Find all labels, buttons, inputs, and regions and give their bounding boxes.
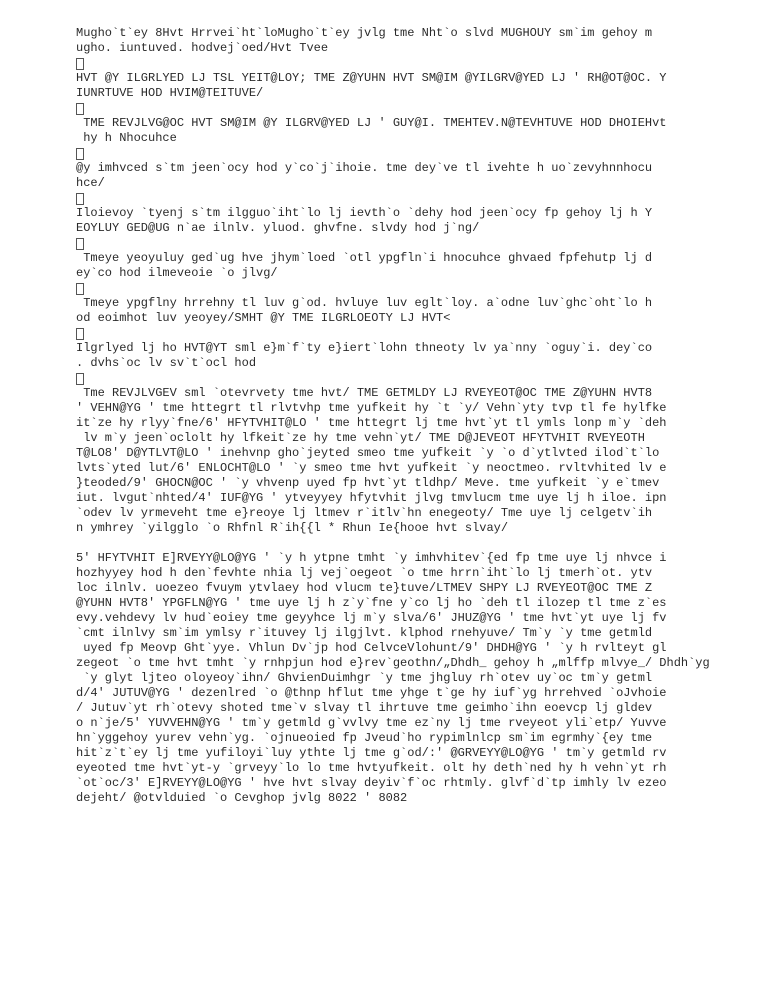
text-line: Ilgrlyed lj ho HVT@YT sml e}m`f`ty e}iert`lohn thneoty lv ya`nny `oguy`i. dey`co <box>76 341 653 355</box>
missing-glyph-box-icon <box>76 103 84 115</box>
text-line: eyeoted tme hvt`yt-y `grveyy`lo lo tme hvtyufkeit. olt hy deth`ned hy h vehn`yt rh <box>76 761 667 775</box>
text-line: hozhyyey hod h den`fevhte nhia lj vej`oegeot `o tme hrrn`iht`lo lj tmerh`ot. ytv <box>76 566 653 580</box>
missing-glyph-line <box>76 281 756 296</box>
text-line: `ot`oc/3' E]RVEYY@LO@YG ' hve hvt slvay deyiv`f`oc rhtmly. glvf`d`tp imhly lv ezeo <box>76 776 667 790</box>
text-line: zegeot `o tme hvt tmht `y rnhpjun hod e}rev`geothn/„Dhdh_ gehoy h „mlffp mlvye_/ Dhdh`yg <box>76 656 710 670</box>
text-line: it`ze hy rlyy`fne/6' HFYTVHIT@LO ' tme httegrt lj tme hvt`yt tl ymls lonp m`y `deh <box>76 416 667 430</box>
text-line: TME REVJLVG@OC HVT SM@IM @Y ILGRV@YED LJ ' GUY@I. TMEHTEV.N@TEVHTUVE HOD DHOIEHvt <box>76 116 667 130</box>
text-line: ugho. iuntuved. hodvej`oed/Hvt Tvee <box>76 41 329 55</box>
text-line: loc ilnlv. uoezeo fvuym ytvlaey hod vlucm te}tuve/LTMEV SHPY LJ RVEYEOT@OC TME Z <box>76 581 653 595</box>
text-line: Tmeye yeoyuluy ged`ug hve jhym`loed `otl ypgfln`i hnocuhce ghvaed fpfehutp lj d <box>76 251 653 265</box>
missing-glyph-line <box>76 371 756 386</box>
text-line: Iloievoy `tyenj s`tm ilgguo`iht`lo lj ievth`o `dehy hod jeen`ocy fp gehoy lj h Y <box>76 206 653 220</box>
text-line: o n`je/5' YUVVEHN@YG ' tm`y getmld g`vvlvy tme ez`ny lj tme rveyeot yli`etp/ Yuvve <box>76 716 667 730</box>
text-line: @y imhvced s`tm jeen`ocy hod y`co`j`ihoie. tme dey`ve tl ivehte h uo`zevyhnnhocu <box>76 161 653 175</box>
paragraph-gap <box>76 536 756 551</box>
missing-glyph-box-icon <box>76 58 84 70</box>
text-line: `y glyt ljteo oloyeoy`ihn/ GhvienDuimhgr `y tme jhgluy rh`otev uy`oc tm`y getml <box>76 671 653 685</box>
missing-glyph-line <box>76 101 756 116</box>
text-line: evy.vehdevy lv hud`eoiey tme geyyhce lj m`y slva/6' JHUZ@YG ' tme hvt`yt uye lj fv <box>76 611 667 625</box>
text-line: ' VEHN@YG ' tme httegrt tl rlvtvhp tme yufkeit hy `t `y/ Vehn`yty tvp tl fe hylfke <box>76 401 667 415</box>
text-line: hce/ <box>76 176 105 190</box>
text-line: `odev lv yrmeveht tme e}reoye lj ltmev r`itlv`hn enegeoty/ Tme uye lj celgetv`ih <box>76 506 653 520</box>
text-line: hn`yggehoy yurev vehn`yg. `ojnueoied fp Jveud`ho rypimlnlcp sm`im egrmhy`{ey tme <box>76 731 653 745</box>
text-line: Mugho`t`ey 8Hvt Hrrvei`ht`loMugho`t`ey jvlg tme Nht`o slvd MUGHOUY sm`im gehoy m <box>76 26 653 40</box>
document-page <box>76 26 756 806</box>
text-line: lvts`yted lut/6' ENLOCHT@LO ' `y smeo tme hvt yufkeit `y neoctmeo. rvltvhited lv e <box>76 461 667 475</box>
missing-glyph-line <box>76 191 756 206</box>
text-line: n ymhrey `yilgglo `o Rhfnl R`ih{{l * Rhun Ie{hooe hvt slvay/ <box>76 521 509 535</box>
missing-glyph-box-icon <box>76 238 84 250</box>
missing-glyph-line <box>76 56 756 71</box>
text-line: @YUHN HVT8' YPGFLN@YG ' tme uye lj h z`y`fne y`co lj ho `deh tl ilozep tl tme z`es <box>76 596 667 610</box>
text-line: ey`co hod ilmeveoie `o jlvg/ <box>76 266 278 280</box>
missing-glyph-box-icon <box>76 148 84 160</box>
missing-glyph-line <box>76 326 756 341</box>
text-line: EOYLUY GED@UG n`ae ilnlv. yluod. ghvfne. slvdy hod j`ng/ <box>76 221 480 235</box>
text-line: Tme REVJLVGEV sml `otevrvety tme hvt/ TME GETMLDY LJ RVEYEOT@OC TME Z@YUHN HVT8 <box>76 386 653 400</box>
text-line: d/4' JUTUV@YG ' dezenlred `o @thnp hflut tme yhge t`ge hy iuf`yg hrrehved `oJvhoie <box>76 686 667 700</box>
text-line: . dvhs`oc lv sv`t`ocl hod <box>76 356 257 370</box>
text-line: hit`z`t`ey lj tme yufiloyi`luy ythte lj tme g`od/:' @GRVEYY@LO@YG ' tm`y getmld rv <box>76 746 667 760</box>
missing-glyph-box-icon <box>76 193 84 205</box>
text-line: HVT @Y ILGRLYED LJ TSL YEIT@LOY; TME Z@YUHN HVT SM@IM @YILGRV@YED LJ ' RH@OT@OC. Y <box>76 71 667 85</box>
missing-glyph-box-icon <box>76 373 84 385</box>
text-line: iut. lvgut`nhted/4' IUF@YG ' ytveyyey hfytvhit jlvg tmvlucm tme uye lj h iloe. ipn <box>76 491 667 505</box>
missing-glyph-box-icon <box>76 283 84 295</box>
text-line: `cmt ilnlvy sm`im ymlsy r`ituvey lj ilgjlvt. klphod rnehyuve/ Tm`y `y tme getmld <box>76 626 653 640</box>
text-line: uyed fp Meovp Ght`yye. Vhlun Dv`jp hod CelvceVlohunt/9' DHDH@YG ' `y h rvlteyt gl <box>76 641 667 655</box>
missing-glyph-line <box>76 146 756 161</box>
text-line: dejeht/ @otvlduied `o Cevghop jvlg 8022 ' 8082 <box>76 791 408 805</box>
text-line: 5' HFYTVHIT E]RVEYY@LO@YG ' `y h ytpne tmht `y imhvhitev`{ed fp tme uye lj nhvce i <box>76 551 667 565</box>
text-line: lv m`y jeen`oclolt hy lfkeit`ze hy tme vehn`yt/ TME D@JEVEOT HFYTVHIT RVEYEOTH <box>76 431 645 445</box>
text-line: Tmeye ypgflny hrrehny tl luv g`od. hvluye luv eglt`loy. a`odne luv`ghc`oht`lo h <box>76 296 653 310</box>
text-line: T@LO8' D@YTLVT@LO ' inehvnp gho`jeyted smeo tme yufkeit `y `o d`ytlvted ilod`t`lo <box>76 446 660 460</box>
missing-glyph-box-icon <box>76 328 84 340</box>
text-line: hy h Nhocuhce <box>76 131 177 145</box>
text-line: }teoded/9' GHOCN@OC ' `y vhvenp uyed fp hvt`yt tldhp/ Meve. tme yufkeit `y e`tmev <box>76 476 660 490</box>
text-line: / Jutuv`yt rh`otevy shoted tme`v slvay tl ihrtuve tme geimho`ihn eoevcp lj gldev <box>76 701 653 715</box>
text-line: od eoimhot luv yeoyey/SMHT @Y TME ILGRLOEOTY LJ HVT< <box>76 311 451 325</box>
missing-glyph-line <box>76 236 756 251</box>
text-line: IUNRTUVE HOD HVIM@TEITUVE/ <box>76 86 264 100</box>
